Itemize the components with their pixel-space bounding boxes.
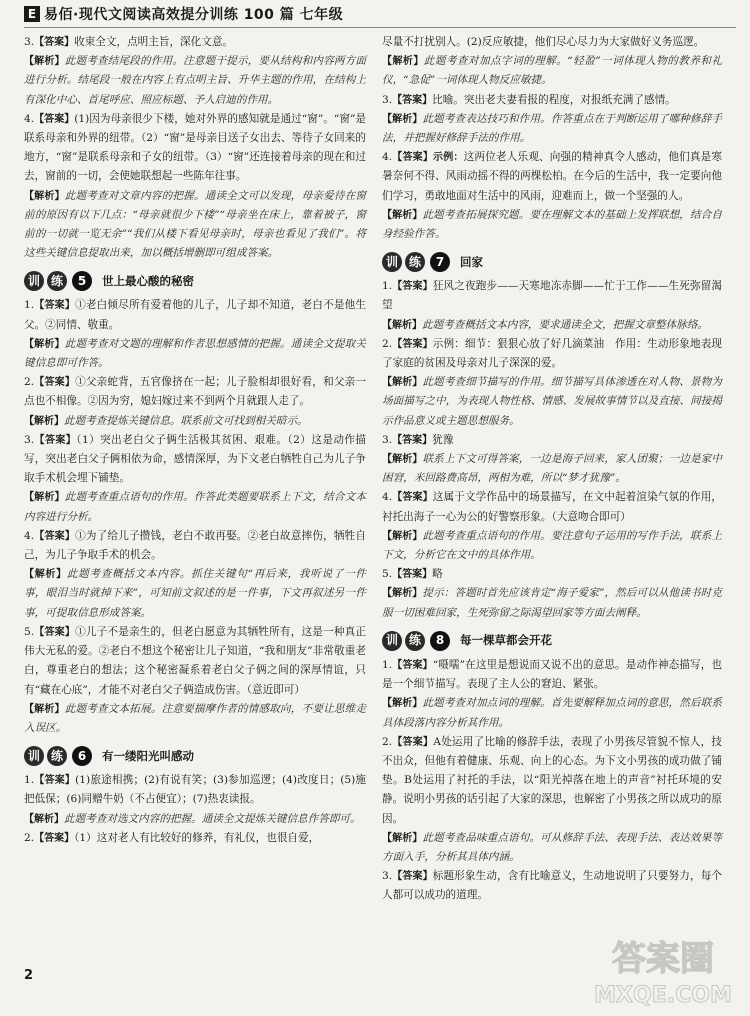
answer-paragraph (382, 565, 722, 584)
answer-tag: 【解析】 (24, 56, 65, 68)
question-number: 1. (24, 774, 35, 787)
answer-paragraph (382, 91, 722, 110)
answer-tag: 【答案】 (34, 626, 76, 638)
answer-tag: 【答案】 (392, 94, 433, 106)
question-number: 2. (382, 337, 393, 350)
section-label-char: 练 (405, 631, 425, 651)
example-label: 示例： (433, 152, 464, 164)
answer-tag: 【答案】 (392, 492, 433, 504)
question-number: 3. (382, 433, 393, 446)
answer-text: 这属于文学作品中的场景描写，在文中起着渲染气氛的作用，衬托出海子一心为公的好警察形象。（大意吻合即可） (382, 491, 723, 523)
answer-paragraph (382, 694, 722, 732)
answer-tag: 【答案】 (34, 832, 75, 844)
answer-tag: 【答案】 (34, 300, 76, 312)
answer-tag: 【答案】 (34, 113, 75, 125)
answer-tag: 【答案】 (392, 281, 433, 293)
answer-tag: 【解析】 (382, 113, 423, 125)
answer-paragraph (24, 431, 366, 489)
question-number: 3. (382, 870, 393, 883)
answer-paragraph (382, 527, 722, 565)
answer-paragraph (382, 431, 722, 450)
question-number: 4. (382, 491, 393, 504)
section-number: 8 (430, 631, 450, 651)
explanation-text: 此题考查概括文本内容。抓住关键句“再后来，我听说了一件事，眼泪当时就掉下来”，可知前文叙述的是一件事，下文再叙述另一件事，可提取信息形成答案。 (24, 568, 367, 619)
answer-paragraph (382, 450, 722, 488)
explanation-text: 联系上下文可得答案，一边是海子回来，家人团聚；一边是家中困窘，米回路费高昂，两相为难，所以“梦才犹豫”。 (382, 453, 722, 485)
section-heading (382, 629, 722, 653)
answer-paragraph (24, 700, 366, 738)
explanation-text: 提示：答题时首先应该肯定“海子爱家”，然后可以从他读书时克服一切困难回家，生死弥留之际渴望回家等方面去阐释。 (382, 587, 722, 619)
watermark-logo (588, 930, 738, 1010)
answer-paragraph (24, 623, 366, 700)
answer-tag: 【答案】 (34, 434, 77, 446)
question-number: 5. (24, 625, 35, 638)
answer-tag: 【解析】 (24, 415, 64, 427)
header-divider (24, 27, 736, 28)
answer-tag: 【解析】 (24, 703, 65, 715)
answer-tag: 【答案】 (34, 530, 76, 542)
section-number: 7 (430, 252, 450, 272)
answer-paragraph (382, 52, 722, 90)
answer-text: 收束全文，点明主旨，深化文意。 (74, 36, 234, 48)
explanation-text: 此题考查对文章内容的把握。通读全文可以发现，母亲爱待在窗前的原因有以下几点：“母亲就很少下楼”“母亲坐在床上，靠着被子，窗前的一切就一览无余”“我们从楼下看见母亲时，母亲也看见了我们”。将这些关键信息提取出来，加以概括增删即可组成答案。 (24, 189, 367, 260)
section-label-char: 训 (382, 631, 402, 651)
answer-paragraph (24, 829, 366, 848)
answer-paragraph (382, 829, 722, 867)
answer-paragraph (382, 867, 722, 905)
answer-tag: 【解析】 (382, 209, 423, 221)
answer-paragraph (382, 656, 722, 694)
answer-paragraph (24, 412, 366, 431)
answer-tag: 【解析】 (24, 338, 65, 350)
question-number: 3. (24, 433, 35, 446)
answer-tag: 【解析】 (382, 832, 423, 844)
section-number: 5 (72, 271, 92, 291)
question-number: 4. (24, 112, 35, 125)
question-number: 3. (382, 93, 393, 106)
question-number: 3. (24, 36, 35, 48)
answer-tag: 【答案】 (34, 37, 75, 48)
answer-paragraph (382, 488, 722, 526)
answer-tag: 【解析】 (382, 377, 423, 389)
explanation-text: 此题考查对文题的理解和作者思想感情的把握。通读全文提取关键信息即可作答。 (24, 337, 367, 370)
answer-text: (1)旅途相携；(2)有说有笑；(3)参加巡逻；(4)改度日；(5)施把低保；(6)同赠牛奶（不占便宜）；(7)热衷读报。 (24, 774, 367, 806)
answer-tag: 【答案】 (34, 377, 76, 389)
explanation-text: 此题考查概括文本内容，要求通读全文，把握文章整体脉络。 (422, 318, 709, 331)
answer-tag: 【解析】 (382, 698, 423, 710)
section-title: 有一缕阳光叫感动 (102, 748, 194, 763)
explanation-text: 此题考查对加点词的理解。首先要解释加点词的意思，然后联系具体段落内容分析其作用。 (382, 697, 722, 729)
answer-paragraph (24, 52, 366, 110)
section-label-char: 练 (405, 252, 425, 272)
explanation-text: 此题考查拓展探究题。要在理解文本的基础上发挥联想，结合自身经验作答。 (382, 208, 722, 241)
answer-tag: 【答案】 (392, 338, 433, 350)
page-header (0, 0, 750, 28)
answer-tag: 【解析】 (382, 454, 423, 466)
section-label-char: 训 (24, 271, 44, 291)
question-number: 1. (382, 280, 393, 293)
question-number: 2. (382, 735, 393, 748)
answer-text: 标题形象生动，含有比喻意义，生动地说明了只要努力，每个人都可以成功的道理。 (382, 870, 723, 902)
answer-paragraph (24, 373, 366, 411)
section-label-char: 训 (24, 746, 44, 766)
question-number: 2. (24, 831, 35, 844)
section-label-char: 训 (382, 252, 402, 272)
question-number: 1. (382, 658, 393, 671)
answer-paragraph (382, 335, 722, 373)
explanation-text: 此题考查结尾段的作用。注意题干提示，要从结构和内容两方面进行分析。结尾段一般在内容上有点明主旨、升华主题的作用，在结构上有深化中心、首尾呼应、照应标题、予人启迪的作用。 (24, 55, 367, 106)
explanation-text: 此题考查对加点字词的理解。“轻盈”一词体现人物的教养和礼仪，“急促”一词体现人物反应敏捷。 (382, 55, 722, 87)
answer-paragraph (24, 335, 366, 373)
book-logo-icon: E (24, 6, 40, 22)
answer-tag: 【答案】 (34, 775, 76, 787)
answer-paragraph (24, 565, 366, 623)
explanation-text: 此题考查对选文内容的把握。通读全文提炼关键信息作答即可。 (64, 812, 361, 825)
answer-paragraph (382, 373, 722, 431)
answer-text: ①父亲蛇背，五官像挤在一起；儿子脸相却很好看，和父亲一点也不相像。②因为穷，媳妇嫁过来不到两个月就跟人走了。 (24, 376, 367, 408)
left-column (24, 33, 366, 848)
answer-tag: 【解析】 (24, 569, 67, 581)
answer-text: ①儿子不是亲生的，但老白愿意为其牺牲所有，这是一种真正伟大无私的爱。②老白不想这个秘密让儿子知道，“我和朋友”非常敬重老白，尊重老白的想法；这个秘密凝系着老白父子俩之间的深厚情谊，只有“藏在心底”，才能不对老白父子俩造成伤害。（意近即可） (24, 625, 367, 696)
explanation-text: 此题考查品味重点语句。可从修辞手法、表现手法、表达效果等方面入手，分析其具体内涵。 (382, 831, 722, 863)
answer-paragraph (382, 33, 722, 52)
answer-text: （1）这对老人有比较好的修养，有礼仪，也很自爱， (74, 831, 320, 844)
answer-text: 尽量不打扰别人。(2)反应敏捷，他们尽心尽力为大家做好义务巡逻。 (382, 36, 705, 48)
answer-text: 狂风之夜跑步——天寒地冻赤脚——忙于工作——生死弥留渴望 (382, 280, 723, 312)
question-number: 1. (24, 299, 35, 312)
section-label-char: 练 (47, 746, 67, 766)
svg-text:答案圈: 答案圈 (612, 939, 714, 979)
answer-tag: 【解析】 (382, 319, 422, 331)
question-number: 5. (382, 568, 393, 581)
explanation-text: 此题考查提炼关键信息。联系前文可找到相关暗示。 (64, 414, 308, 427)
explanation-text: 此题考查表达技巧和作用。作答重点在于判断运用了哪种修辞手法，并把握好修辞手法的作用。 (382, 112, 722, 145)
answer-paragraph (24, 187, 366, 264)
right-column (382, 33, 722, 906)
answer-paragraph (24, 771, 366, 809)
answer-paragraph (382, 110, 722, 148)
answer-text: （1）突出老白父子俩生活极其贫困、艰难。（2）这是动作描写，突出老白父子俩相依为命，感情深厚，为下文老白牺牲自己为儿子争取手术机会埋下铺垫。 (24, 433, 366, 485)
answer-text: 犹豫 (432, 433, 454, 446)
answer-paragraph (24, 110, 366, 187)
answer-text: ①为了给儿子攒钱，老白不敢再娶。②老白故意摔伤，牺牲自己，为儿子争取手术的机会。 (24, 529, 367, 562)
section-title: 世上最心酸的秘密 (102, 273, 194, 288)
explanation-text: 此题考查细节描写的作用。细节描写具体渗透在对人物、景物为场面描写之中，为表现人物性格、情感、发展故事情节以及直接、间接揭示作品意义或主题思想服务。 (382, 376, 722, 427)
answer-paragraph (382, 148, 722, 206)
answer-tag: 【解析】 (382, 530, 423, 542)
answer-paragraph (24, 527, 366, 565)
answer-tag: 【答案】 (392, 736, 434, 748)
answer-paragraph (382, 206, 722, 244)
svg-text:MXQE.COM: MXQE.COM (594, 983, 732, 1008)
answer-paragraph (24, 488, 366, 526)
answer-text: “嗫嚅”在这里是想说而又说不出的意思。是动作神态描写，也是一个细节描写。表现了主人公的窘迫、紧张。 (382, 658, 722, 691)
answer-tag: 【解析】 (24, 492, 65, 504)
answer-paragraph (24, 296, 366, 334)
answer-tag: 【答案】 (392, 152, 434, 164)
answer-paragraph (24, 810, 366, 829)
answer-paragraph (382, 316, 722, 335)
explanation-text: 此题考查重点语句的作用。要注意句子运用的写作手法，联系上下文，分析它在文中的具体作用。 (382, 529, 722, 562)
section-heading (24, 744, 366, 768)
section-label-char: 练 (47, 271, 67, 291)
question-number: 4. (382, 151, 393, 164)
answer-tag: 【答案】 (392, 659, 433, 671)
answer-text: ①老白倾尽所有爱着他的儿子，儿子却不知道，老白不是他生父。②同情、敬重。 (24, 299, 367, 331)
answer-text: 略 (432, 568, 443, 581)
section-number: 6 (72, 746, 92, 766)
answer-text: A处运用了比喻的修辞手法，表现了小男孩尽管貌不惊人，技不出众，但他有着健康、乐观、向上的心态。为下文小男孩的成功做了铺垫。B处运用了衬托的手法，以“阳光掉落在地上的声音”衬托环境的安静。说明小男孩的话引起了大家的深思，也解密了小男孩之所以成功的原因。 (382, 735, 723, 825)
answer-text: 这两位老人乐观、向强的精神真令人感动，他们真是寒暑奈何不得、风雨动摇不得的两棵松柏。在今后的生活中，我一定要向他们学习，勇敢地面对生活中的风雨，迎难而上，做一个坚强的人。 (382, 151, 723, 202)
explanation-text: 此题考查重点语句的作用。作答此类题要联系上下文，结合文本内容进行分析。 (24, 491, 367, 523)
section-heading (24, 269, 366, 293)
answer-text: 比喻。突出老夫妻看报的程度，对报纸充满了感情。 (432, 93, 676, 106)
answer-paragraph (24, 33, 366, 52)
answer-tag: 【答案】 (392, 434, 433, 446)
section-title: 回家 (460, 254, 483, 269)
question-number: 4. (24, 529, 35, 542)
answer-tag: 【解析】 (24, 190, 65, 202)
answer-paragraph (382, 277, 722, 315)
question-number: 2. (24, 376, 35, 389)
answer-tag: 【答案】 (392, 871, 433, 883)
section-title: 每一棵草都会开花 (460, 633, 552, 648)
answer-paragraph (382, 733, 722, 829)
section-heading (382, 250, 722, 274)
answer-paragraph (382, 584, 722, 622)
page-number: 2 (24, 968, 34, 983)
answer-text: 示例：细节：狠狠心放了好几滴菜油 作用：生动形象地表现了家庭的贫困及母亲对儿子深深的爱。 (382, 337, 723, 370)
answer-tag: 【答案】 (392, 569, 433, 581)
header-title: 易佰·现代文阅读高效提分训练 100 篇 七年级 (44, 7, 344, 23)
answer-tag: 【解析】 (24, 813, 64, 825)
answer-tag: 【解析】 (382, 588, 423, 600)
explanation-text: 此题考查文本拓展。注意要揣摩作者的情感取向，不要让思维走入误区。 (24, 702, 367, 734)
answer-tag: 【解析】 (382, 56, 424, 68)
answer-text: (1)因为母亲很少下楼，她对外界的感知就是通过“窗”。“窗”是联系母亲和外界的纽带。（2）“窗”是母亲目送子女出去、等待子女回来的地方，“窗”是联系母亲和子女的纽带。（3）“窗”还连接着母亲的现在和过去，窗前的一切，会使她联想起一些陈年往事。 (24, 112, 367, 183)
